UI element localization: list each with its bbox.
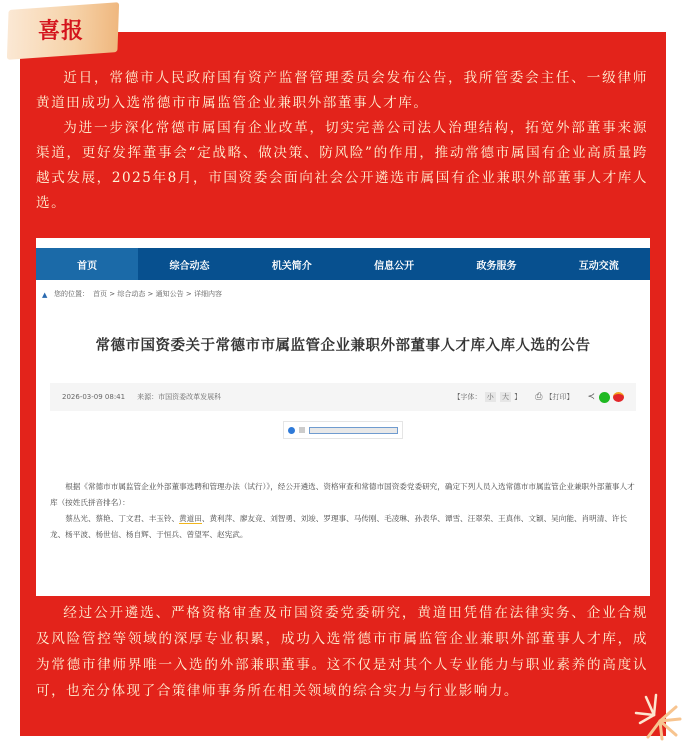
font-large-button[interactable]: 大 — [502, 393, 510, 401]
print-button[interactable]: 【打印】 — [545, 393, 574, 401]
breadcrumb — [36, 280, 650, 308]
names-after: 、黄利萍、廖友竞、刘智勇、刘竣、罗理事、马传刚、毛凌琳、孙表华、谭雪、汪翠荣、王真伟、文颖、吴向能、肖明清、许长龙、杨平波、杨世信、杨自辉、于恒兵、曾望军、赵宪武。 — [50, 514, 628, 539]
nav-item-news[interactable]: 综合动态 — [169, 260, 210, 272]
breadcrumb-path[interactable]: 首页 > 综合动态 > 通知公告 > 详细内容 — [93, 290, 222, 298]
article-meta-bar — [50, 383, 636, 411]
audio-progress-bar[interactable] — [309, 427, 398, 434]
nav-item-about[interactable]: 机关简介 — [271, 260, 312, 272]
nav-item-interaction[interactable]: 互动交流 — [578, 260, 619, 272]
nav-item-services[interactable]: 政务服务 — [476, 260, 517, 272]
font-small-button[interactable]: 小 — [486, 393, 494, 401]
highlighted-name: 黄道田 — [179, 514, 202, 523]
font-label-close: 】 — [514, 393, 522, 401]
font-label: 【字体： — [453, 393, 482, 401]
printer-icon[interactable]: ⎙ — [535, 392, 543, 402]
stop-icon[interactable] — [299, 427, 305, 433]
article-title: 常德市国资委关于常德市市属监管企业兼职外部董事人才库入库人选的公告 — [95, 338, 591, 354]
intro-paragraph-2: 为进一步深化常德市属国有企业改革，切实完善公司法人治理结构，拓宽外部董事来源渠道，更好发挥董事会“定战略、做决策、防风险”的作用，推动常德市属国有企业高质量跨越式发展，2025年8月，市国资委会面向社会公开遴选市属国有企业兼职外部董事人才库人选。 — [36, 120, 648, 211]
names-before: 蔡丛光、蔡艳、丁文君、丰玉铃、 — [65, 514, 180, 523]
intro-paragraph-1: 近日，常德市人民政府国有资产监督管理委员会发布公告，我所管委会主任、一级律师黄道田成功入选常德市市属监管企业兼职外部董事人才库。 — [36, 70, 648, 111]
home-location-icon: ▲ — [42, 290, 48, 299]
weibo-icon[interactable] — [613, 392, 624, 402]
banner-title: 喜报 — [38, 19, 85, 44]
article-body-intro: 根据《常德市市属监管企业外部董事选聘和管理办法（试行）》，经公开遴选、资格审查和常德市国资委党委研究，确定下列人员入选常德市市属监管企业兼职外部董事人才库（按姓氏拼音排名）： — [50, 482, 635, 507]
article-body-names — [50, 511, 636, 543]
publish-datetime: 2026-03-09 08:41 — [62, 393, 126, 401]
share-icon[interactable]: ≺ — [587, 392, 595, 402]
article-body — [50, 479, 636, 543]
breadcrumb-prefix: 您的位置： — [54, 290, 89, 298]
article-source: 来源：市国资委改革发展科 — [137, 393, 222, 401]
play-icon[interactable] — [288, 427, 295, 434]
site-nav-bar — [36, 248, 650, 280]
firework-decoration-icon — [632, 691, 682, 741]
nav-item-home[interactable]: 首页 — [36, 248, 138, 280]
wechat-icon[interactable] — [599, 392, 610, 403]
nav-item-disclosure[interactable]: 信息公开 — [374, 260, 415, 272]
website-screenshot — [36, 238, 650, 596]
font-size-control — [454, 392, 522, 402]
closing-paragraph: 经过公开遴选、严格资格审查及市国资委党委研究，黄道田凭借在法律实务、企业合规及风险管控等领域的深厚专业积累，成功入选常德市市属监管企业兼职外部董事人才库，成为常德市律师界唯一入选的外部兼职董事。这不仅是对其个人专业能力与职业素养的高度认可，也充分体现了合策律师事务所在相关领域的综合实力与行业影响力。 — [36, 605, 648, 699]
audio-player — [283, 421, 403, 439]
screenshot-top-strip — [36, 238, 650, 248]
